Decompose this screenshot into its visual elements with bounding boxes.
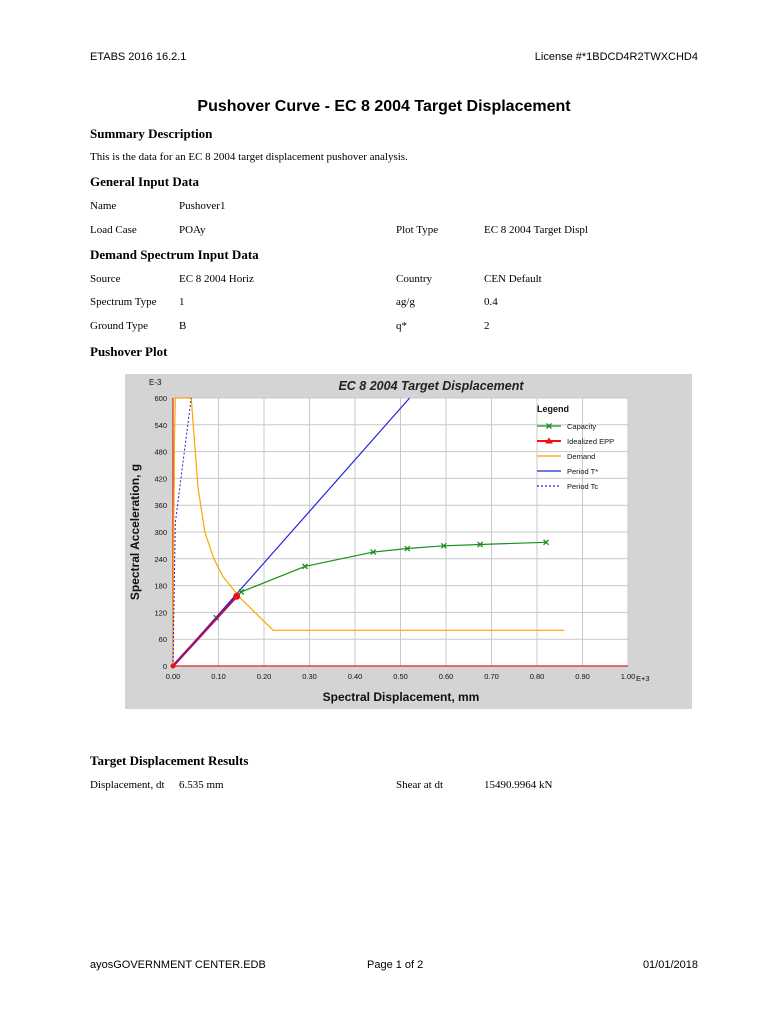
results-heading: Target Displacement Results <box>90 753 249 768</box>
load-case-label: Load Case <box>90 224 137 236</box>
source-value: EC 8 2004 Horiz <box>179 273 254 285</box>
header-app-version: ETABS 2016 16.2.1 <box>90 51 187 63</box>
performance-point <box>233 593 240 600</box>
y-axis-label: Spectral Acceleration, g <box>128 463 142 601</box>
footer-filename: ayosGOVERNMENT CENTER.EDB <box>90 959 266 971</box>
y-tick-label: 180 <box>154 581 167 591</box>
y-tick-label: 0 <box>162 662 167 671</box>
x-axis-label: Spectral Displacement, mm <box>322 690 480 704</box>
spectrum-type-value: 1 <box>179 296 185 308</box>
name-value: Pushover1 <box>179 200 226 212</box>
x-tick-label: 0.60 <box>438 672 454 681</box>
summary-text: This is the data for an EC 8 2004 target displacement pushover analysis. <box>90 151 408 163</box>
q-label: q* <box>396 320 407 332</box>
x-tick-label: 0.50 <box>393 672 408 681</box>
origin-point <box>171 664 176 669</box>
pushover-plot-heading: Pushover Plot <box>90 344 168 359</box>
country-value: CEN Default <box>484 273 542 285</box>
x-tick-label: 0.00 <box>165 672 181 681</box>
y-tick-label: 240 <box>154 554 167 564</box>
y-tick-label: 540 <box>154 420 167 430</box>
plot-type-value: EC 8 2004 Target Displ <box>484 224 588 236</box>
shear-value: 15490.9964 kN <box>484 779 553 791</box>
country-label: Country <box>396 273 433 285</box>
shear-label: Shear at dt <box>396 779 444 791</box>
legend-label: Idealized EPP <box>567 437 615 446</box>
plot-type-label: Plot Type <box>396 224 439 236</box>
displacement-value: 6.535 mm <box>179 779 224 791</box>
ground-type-value: B <box>179 320 187 332</box>
legend-label: Period T* <box>567 467 599 476</box>
y-tick-label: 480 <box>154 447 167 457</box>
ground-type-label: Ground Type <box>90 320 148 332</box>
y-tick-label: 300 <box>154 528 167 537</box>
header-license: License #*1BDCD4R2TWXCHD4 <box>534 51 698 63</box>
footer-date: 01/01/2018 <box>642 959 698 971</box>
page-title: Pushover Curve - EC 8 2004 Target Displacement <box>197 98 571 115</box>
demand-heading: Demand Spectrum Input Data <box>90 247 259 262</box>
x-multiplier: E+3 <box>636 674 650 683</box>
legend-label: Demand <box>567 452 596 461</box>
q-value: 2 <box>484 320 490 332</box>
spectrum-type-label: Spectrum Type <box>90 296 157 308</box>
legend-title: Legend <box>537 404 570 414</box>
displacement-label: Displacement, dt <box>90 779 165 791</box>
source-label: Source <box>90 273 121 285</box>
x-tick-label: 0.40 <box>347 672 363 681</box>
x-tick-label: 0.30 <box>302 672 317 681</box>
ag-value: 0.4 <box>484 296 498 308</box>
legend-label: Period Tc <box>567 482 599 491</box>
x-tick-label: 0.20 <box>256 672 272 681</box>
footer-page-number: Page 1 of 2 <box>367 959 424 971</box>
chart-title: EC 8 2004 Target Displacement <box>338 379 524 393</box>
load-case-value: POAy <box>179 224 206 236</box>
y-tick-label: 120 <box>154 608 167 618</box>
y-tick-label: 420 <box>154 474 167 484</box>
y-multiplier: E-3 <box>149 378 162 387</box>
pushover-chart <box>125 374 692 709</box>
y-tick-label: 600 <box>154 394 167 403</box>
legend-label: Capacity <box>567 422 597 431</box>
x-tick-label: 0.80 <box>529 672 545 681</box>
x-tick-label: 1.00 <box>620 672 636 681</box>
name-label: Name <box>90 200 117 212</box>
summary-heading: Summary Description <box>90 126 213 141</box>
y-tick-label: 60 <box>158 635 167 645</box>
ag-label: ag/g <box>396 296 415 308</box>
x-tick-label: 0.10 <box>211 672 226 681</box>
y-tick-label: 360 <box>154 501 167 511</box>
general-heading: General Input Data <box>90 174 200 189</box>
x-tick-label: 0.90 <box>575 672 590 681</box>
chart-canvas <box>125 374 692 709</box>
x-tick-label: 0.70 <box>484 672 499 681</box>
